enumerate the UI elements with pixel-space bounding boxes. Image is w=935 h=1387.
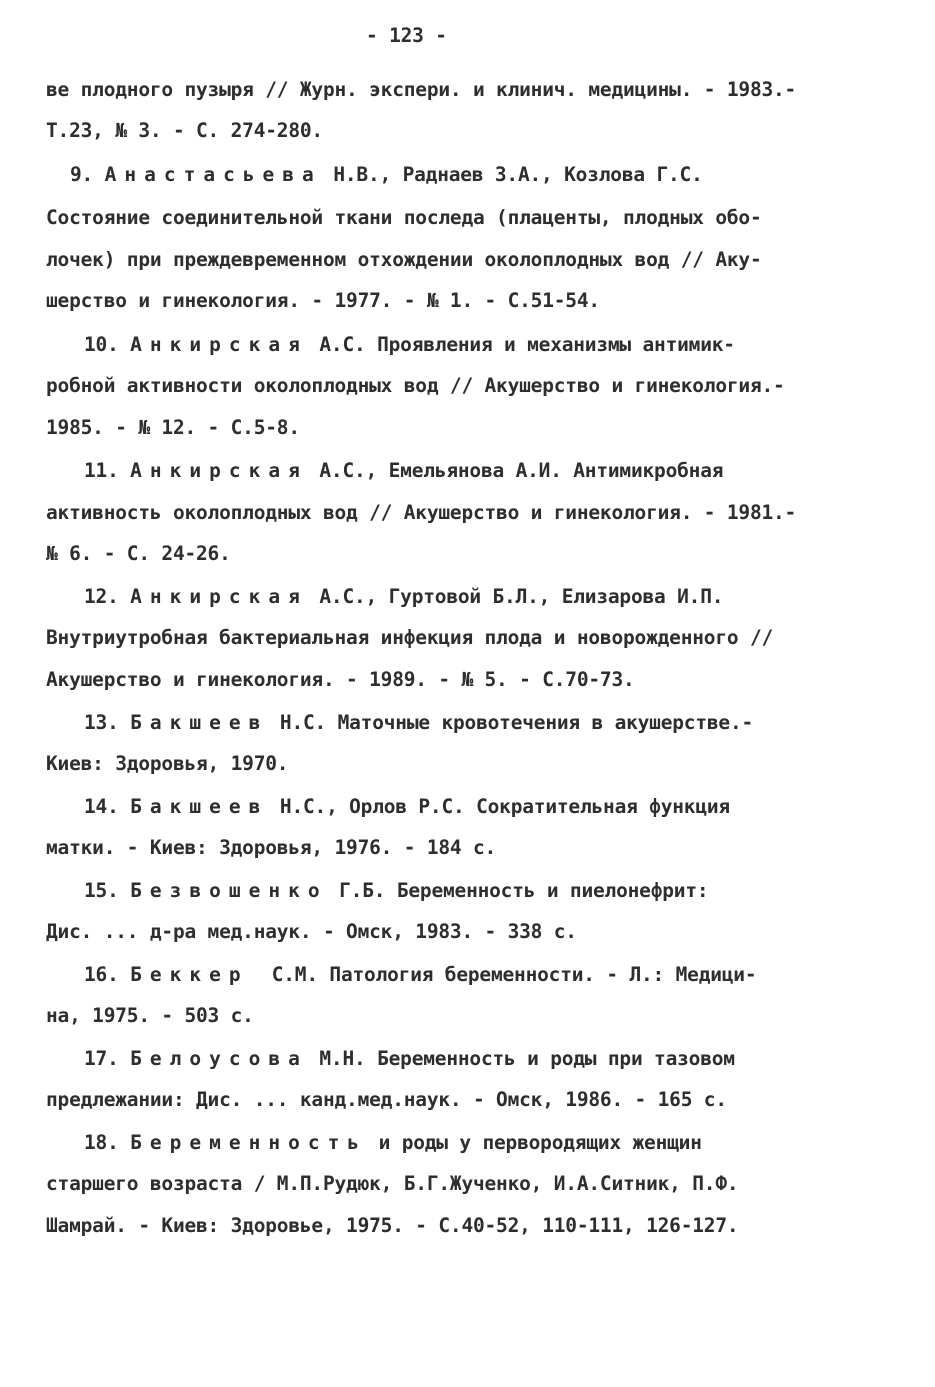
reference-line: Киев: Здоровья, 1970. <box>46 752 289 775</box>
reference-entry-heading <box>84 587 723 607</box>
reference-entry-heading <box>70 165 703 185</box>
reference-heading-rest: С.М. Патология беременности. - Л.: Медици- <box>260 963 757 986</box>
reference-entry-heading <box>84 881 708 901</box>
reference-entry-heading <box>84 461 723 481</box>
reference-heading-rest: А.С., Емельянова А.И. Антимикробная <box>319 459 724 482</box>
reference-line: предлежании: Дис. ... канд.мед.наук. - Омск, 1986. - 165 с. <box>46 1088 727 1111</box>
reference-heading-rest: А.С. Проявления и механизмы антимик- <box>319 333 735 356</box>
reference-heading-rest: Н.В., Раднаев З.А., Козлова Г.С. <box>333 163 703 186</box>
page-number: - 123 - <box>366 24 447 47</box>
reference-heading-rest: М.Н. Беременность и роды при тазовом <box>319 1047 735 1070</box>
reference-line: 1985. - № 12. - С.5-8. <box>46 416 300 439</box>
reference-author-spaced: Белоусова <box>130 1047 308 1070</box>
reference-author-spaced: Беккер <box>130 963 249 986</box>
reference-line: шерство и гинекология. - 1977. - № 1. - С.51-54. <box>46 289 600 312</box>
reference-number: 14. <box>84 795 119 818</box>
reference-line: активность околоплодных вод // Акушерство и гинекология. - 1981.- <box>46 501 797 524</box>
reference-author-spaced: Анкирская <box>130 585 308 608</box>
reference-number: 16. <box>84 963 119 986</box>
reference-line: Шамрай. - Киев: Здоровье, 1975. - С.40-52, 110-111, 126-127. <box>46 1214 739 1237</box>
reference-entry-heading <box>84 1133 702 1153</box>
reference-line: Акушерство и гинекология. - 1989. - № 5. - С.70-73. <box>46 668 635 691</box>
reference-author-spaced: Анастасьева <box>104 163 322 186</box>
reference-number: 17. <box>84 1047 119 1070</box>
reference-number: 13. <box>84 711 119 734</box>
reference-line: на, 1975. - 503 с. <box>46 1004 254 1027</box>
reference-heading-rest: Н.С., Орлов Р.С. Сократительная функция <box>279 795 730 818</box>
reference-heading-rest: Н.С. Маточные кровотечения в акушерстве.- <box>279 711 754 734</box>
reference-line: матки. - Киев: Здоровья, 1976. - 184 с. <box>46 836 497 859</box>
reference-author-spaced: Бакшеев <box>130 711 269 734</box>
reference-number: 18. <box>84 1131 119 1154</box>
reference-heading-rest: и роды у первородящих женщин <box>378 1131 702 1154</box>
reference-number: 9. <box>70 163 94 186</box>
reference-entry-heading <box>84 335 735 355</box>
reference-author-spaced: Бакшеев <box>130 795 269 818</box>
reference-number: 11. <box>84 459 119 482</box>
reference-author-spaced: Анкирская <box>130 459 308 482</box>
reference-author-spaced: Безвошенко <box>130 879 328 902</box>
reference-author-spaced: Анкирская <box>130 333 308 356</box>
reference-line: № 6. - С. 24-26. <box>46 542 231 565</box>
reference-entry-heading <box>84 797 730 817</box>
reference-line: Внутриутробная бактериальная инфекция плода и новорожденного // <box>46 626 774 649</box>
reference-number: 15. <box>84 879 119 902</box>
reference-entry-heading <box>84 965 756 985</box>
reference-number: 12. <box>84 585 119 608</box>
reference-number: 10. <box>84 333 119 356</box>
reference-line: старшего возраста / М.П.Рудюк, Б.Г.Жученко, И.А.Ситник, П.Ф. <box>46 1172 739 1195</box>
reference-title-spaced: Беременность <box>130 1131 368 1154</box>
reference-heading-rest: А.С., Гуртовой Б.Л., Елизарова И.П. <box>319 585 724 608</box>
continued-line: Т.23, № 3. - С. 274-280. <box>46 119 323 142</box>
reference-line: Дис. ... д-ра мед.наук. - Омск, 1983. - 338 с. <box>46 920 577 943</box>
reference-heading-rest: Г.Б. Беременность и пиелонефрит: <box>339 879 709 902</box>
reference-entry-heading <box>84 713 753 733</box>
reference-line: Состояние соединительной ткани последа (плаценты, плодных обо- <box>46 206 762 229</box>
reference-line: робной активности околоплодных вод // Акушерство и гинекология.- <box>46 374 785 397</box>
reference-entry-heading <box>84 1049 735 1069</box>
reference-line: лочек) при преждевременном отхождении околоплодных вод // Аку- <box>46 248 762 271</box>
continued-line: ве плодного пузыря // Журн. экспери. и клинич. медицины. - 1983.- <box>46 78 797 101</box>
